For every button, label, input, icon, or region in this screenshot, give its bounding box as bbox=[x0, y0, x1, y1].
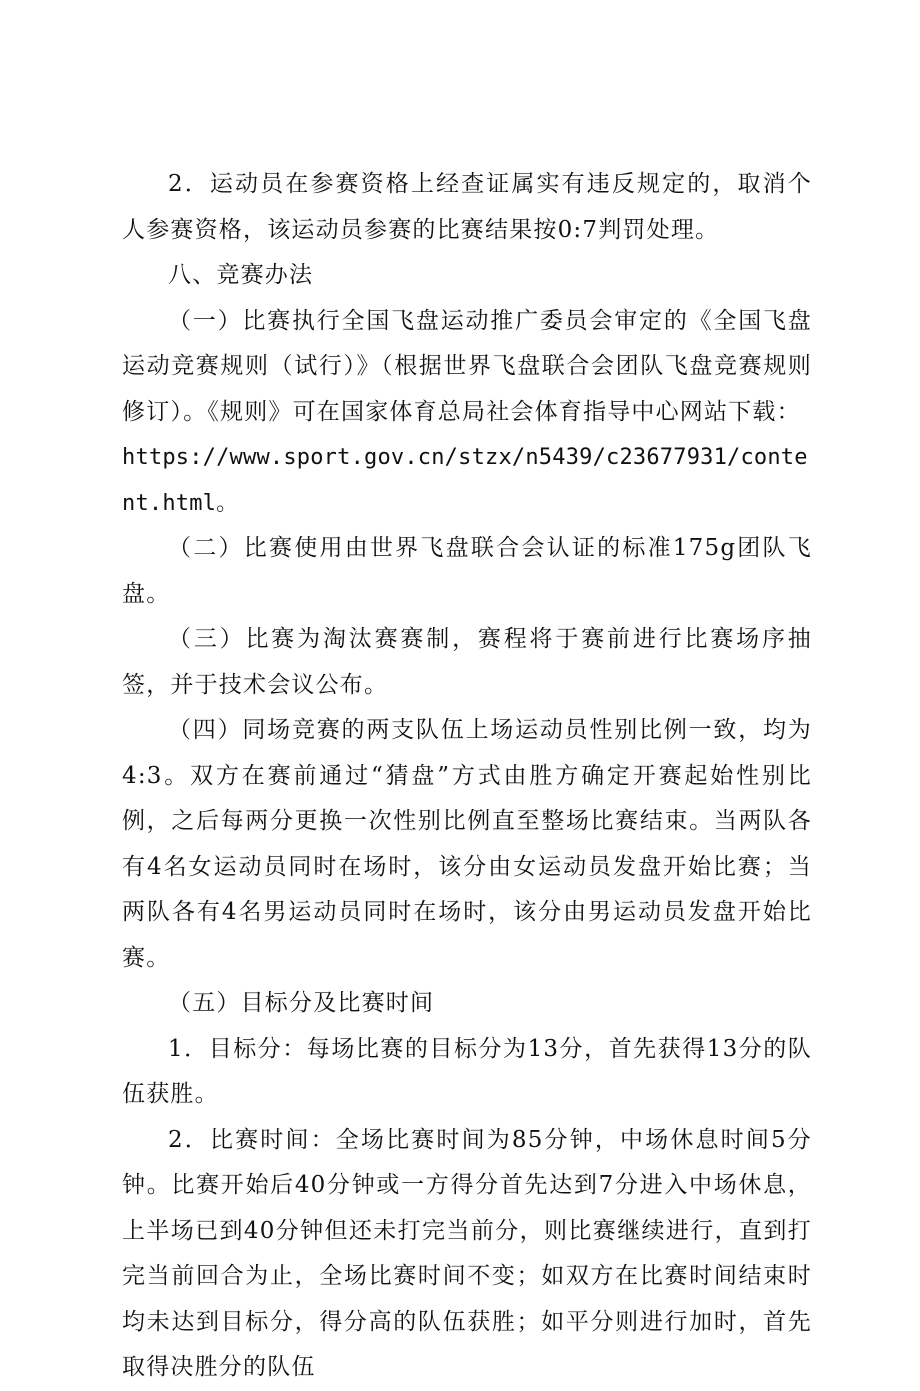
section-heading-competition-method: 八、竞赛办法 bbox=[168, 262, 314, 288]
document-body bbox=[122, 162, 812, 1391]
paragraph-match-time: 2．比赛时间：全场比赛时间为85分钟，中场休息时间5分钟。比赛开始后40分钟或一方得分首先达到7分进入中场休息，上半场已到40分钟但还未打完当前分，则比赛继续进行，直到打完当前回合为止，全场比赛时间不变；如双方在比赛时间结束时均未达到目标分，得分高的队伍获胜；如平分则进行加时，首先取得决胜分的队伍 bbox=[122, 1126, 812, 1380]
paragraph-target-score: 1．目标分：每场比赛的目标分为13分，首先获得13分的队伍获胜。 bbox=[122, 1035, 812, 1107]
paragraph-eligibility-penalty: 2．运动员在参赛资格上经查证属实有违反规定的，取消个人参赛资格，该运动员参赛的比赛结果按0:7判罚处理。 bbox=[122, 171, 812, 243]
paragraph-disc-standard: （二）比赛使用由世界飞盘联合会认证的标准175g团队飞盘。 bbox=[122, 535, 812, 607]
rules-download-link[interactable]: https://www.sport.gov.cn/stzx/n5439/c23677931/content.html。 bbox=[122, 445, 808, 516]
paragraph-gender-ratio: （四）同场竞赛的两支队伍上场运动员性别比例一致，均为4:3。双方在赛前通过“猜盘”方式由胜方确定开赛起始性别比例，之后每两分更换一次性别比例直至整场比赛结束。当两队各有4名女运动员同时在场时，该分由女运动员发盘开始比赛；当两队各有4名男运动员同时在场时，该分由男运动员发盘开始比赛。 bbox=[122, 717, 812, 971]
subheading-target-score-time: （五）目标分及比赛时间 bbox=[168, 990, 435, 1016]
paragraph-rules: （一）比赛执行全国飞盘运动推广委员会审定的《全国飞盘运动竞赛规则（试行）》（根据世界飞盘联合会团队飞盘竞赛规则修订）。《规则》可在国家体育总局社会体育指导中心网站下载： bbox=[122, 307, 812, 425]
paragraph-format: （三）比赛为淘汰赛赛制，赛程将于赛前进行比赛场序抽签，并于技术会议公布。 bbox=[122, 626, 812, 698]
